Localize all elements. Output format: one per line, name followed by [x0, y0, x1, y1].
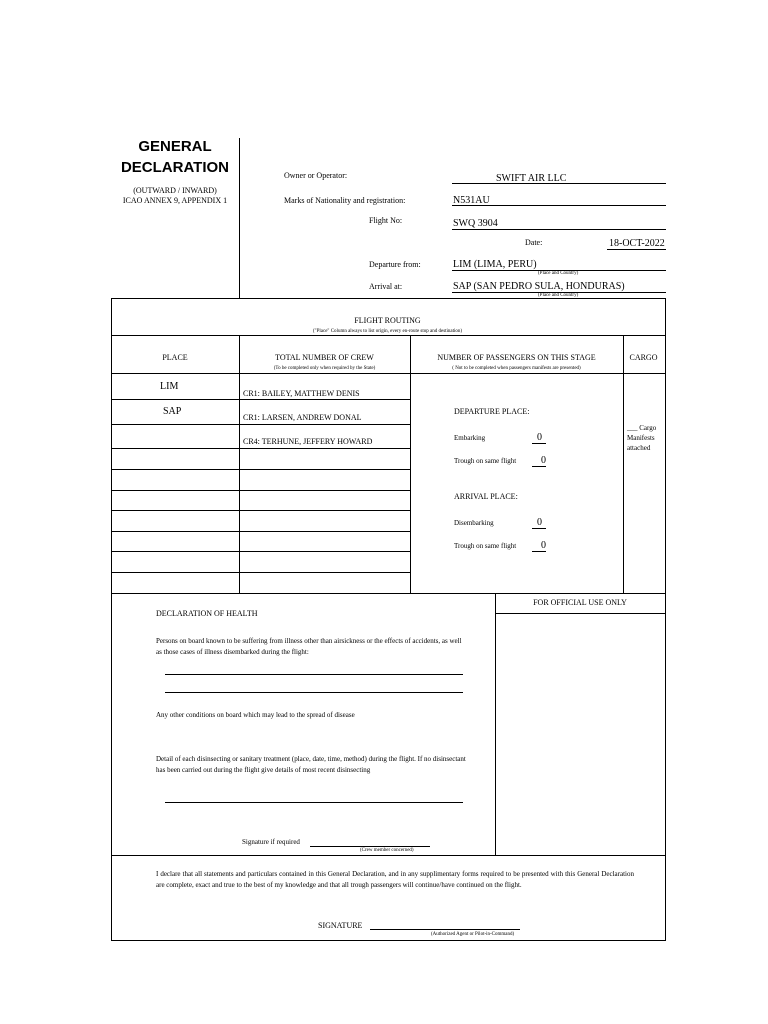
date-underline — [607, 249, 666, 250]
embarking-underline — [532, 443, 546, 444]
marks-value[interactable]: N531AU — [453, 195, 490, 206]
through-dep-label: Trough on same flight — [454, 457, 517, 465]
row-line — [111, 399, 411, 400]
row-line — [111, 448, 411, 449]
disembarking-label: Disembarking — [454, 519, 494, 527]
crew-cell[interactable]: CR4: TERHUNE, JEFFERY HOWARD — [243, 437, 373, 446]
official-title: FOR OFFICIAL USE ONLY — [533, 598, 627, 607]
arrival-note: (Place and Country) — [538, 293, 579, 298]
form-title — [110, 136, 240, 178]
form-table — [111, 298, 666, 941]
embarking-value[interactable]: 0 — [537, 432, 542, 443]
col-crew-note: (To be completed only when required by the State) — [273, 366, 376, 371]
disembarking-underline — [532, 528, 546, 529]
place-cell[interactable]: SAP — [163, 406, 182, 417]
routing-divider — [111, 335, 666, 336]
embarking-label: Embarking — [454, 434, 486, 442]
row-line — [111, 572, 411, 573]
routing-bottom — [111, 593, 666, 594]
subtitle-line-1: (OUTWARD / INWARD) — [133, 186, 217, 195]
row-line — [111, 469, 411, 470]
routing-title: FLIGHT ROUTING — [354, 316, 421, 325]
health-signature-label: Signature if required — [242, 838, 300, 846]
official-title-divider — [495, 613, 666, 614]
health-official-divider — [495, 593, 496, 855]
subtitle-line-2: ICAO ANNEX 9, APPENDIX 1 — [122, 196, 228, 205]
flight-label: Flight No: — [369, 216, 403, 225]
col-divider-1 — [239, 335, 240, 593]
through-arr-label: Trough on same flight — [454, 542, 517, 550]
row-line — [111, 490, 411, 491]
through-arr-value[interactable]: 0 — [541, 540, 546, 551]
health-line[interactable] — [165, 692, 463, 693]
row-line — [111, 424, 411, 425]
marks-underline — [452, 205, 666, 206]
departure-note: (Place and Country) — [538, 271, 579, 276]
row-line — [111, 510, 411, 511]
declaration-text: I declare that all statements and particulars contained in this General Declaration, and in any supplimentary forms required to be presented with this General Declaration are complete, exact and true to the best of my knowledge and that all trough passengers will continue/have continued on the flight. — [156, 870, 634, 889]
title-line-2: DECLARATION — [120, 159, 230, 176]
col-crew: TOTAL NUMBER OF CREW — [275, 353, 374, 362]
title-line-1: GENERAL — [138, 138, 212, 155]
col-passengers-note: ( Not to be completed when passengers manifests are presented) — [452, 366, 581, 371]
col-place: PLACE — [162, 353, 188, 362]
health-signature-note: (Crew member concerned) — [360, 848, 414, 853]
arrival-label: Arrival at: — [369, 282, 403, 291]
col-divider-2 — [410, 335, 411, 593]
col-cargo: CARGO — [629, 353, 658, 362]
col-passengers: NUMBER OF PASSENGERS ON THIS STAGE — [437, 353, 596, 362]
crew-cell[interactable]: CR1: LARSEN, ANDREW DONAL — [243, 413, 362, 422]
row-line — [111, 531, 411, 532]
header-row-divider — [111, 373, 666, 374]
health-bottom — [111, 855, 666, 856]
arrival-place-heading: ARRIVAL PLACE: — [454, 492, 518, 501]
routing-note: ("Place" Column always to list origin, every en-route stop and destination) — [312, 329, 463, 334]
date-label: Date: — [525, 238, 543, 247]
cargo-manifest-note[interactable] — [627, 423, 656, 453]
form-subtitle — [110, 186, 240, 206]
col-divider-3 — [623, 335, 624, 593]
through-dep-underline — [532, 466, 546, 467]
cargo-line-2: Manifests — [627, 434, 655, 442]
header-divider — [239, 138, 240, 299]
flight-underline — [452, 229, 666, 230]
owner-underline — [452, 183, 666, 184]
through-arr-underline — [532, 551, 546, 552]
arrival-value[interactable]: SAP (SAN PEDRO SULA, HONDURAS) — [453, 281, 625, 292]
place-cell[interactable]: LIM — [160, 381, 179, 392]
departure-label: Departure from: — [369, 260, 421, 269]
health-para-2: Any other conditions on board which may lead to the spread of disease — [156, 711, 355, 719]
health-signature-line[interactable] — [310, 846, 430, 847]
owner-value[interactable]: SWIFT AIR LLC — [496, 173, 567, 184]
disembarking-value[interactable]: 0 — [537, 517, 542, 528]
health-line[interactable] — [165, 802, 463, 803]
owner-label: Owner or Operator: — [284, 171, 348, 180]
signature-line[interactable] — [370, 929, 520, 930]
cargo-line-3: attached — [627, 444, 651, 452]
signature-label: SIGNATURE — [318, 921, 363, 930]
through-dep-value[interactable]: 0 — [541, 455, 546, 466]
departure-place-heading: DEPARTURE PLACE: — [454, 407, 530, 416]
marks-label: Marks of Nationality and registration: — [284, 196, 406, 205]
departure-value[interactable]: LIM (LIMA, PERU) — [453, 259, 537, 270]
crew-cell[interactable]: CR1: BAILEY, MATTHEW DENIS — [243, 389, 360, 398]
cargo-line-1: ___ Cargo — [627, 424, 657, 432]
health-line[interactable] — [165, 674, 463, 675]
flight-value[interactable]: SWQ 3904 — [453, 218, 498, 229]
health-para-3: Detail of each disinsecting or sanitary treatment (place, date, time, method) during the flight. If no disinsectant has been carried out during the flight give details of most recent disinsecting — [156, 755, 466, 774]
row-line — [111, 551, 411, 552]
signature-note: (Authorized Agent or Pilot-in-Command) — [431, 932, 515, 937]
health-title: DECLARATION OF HEALTH — [156, 609, 258, 618]
date-value[interactable]: 18-OCT-2022 — [609, 238, 665, 249]
health-para-1: Persons on board known to be suffering from illness other than airsickness or the effects of accidents, as well as those cases of illness disembarked during the flight: — [156, 637, 462, 656]
